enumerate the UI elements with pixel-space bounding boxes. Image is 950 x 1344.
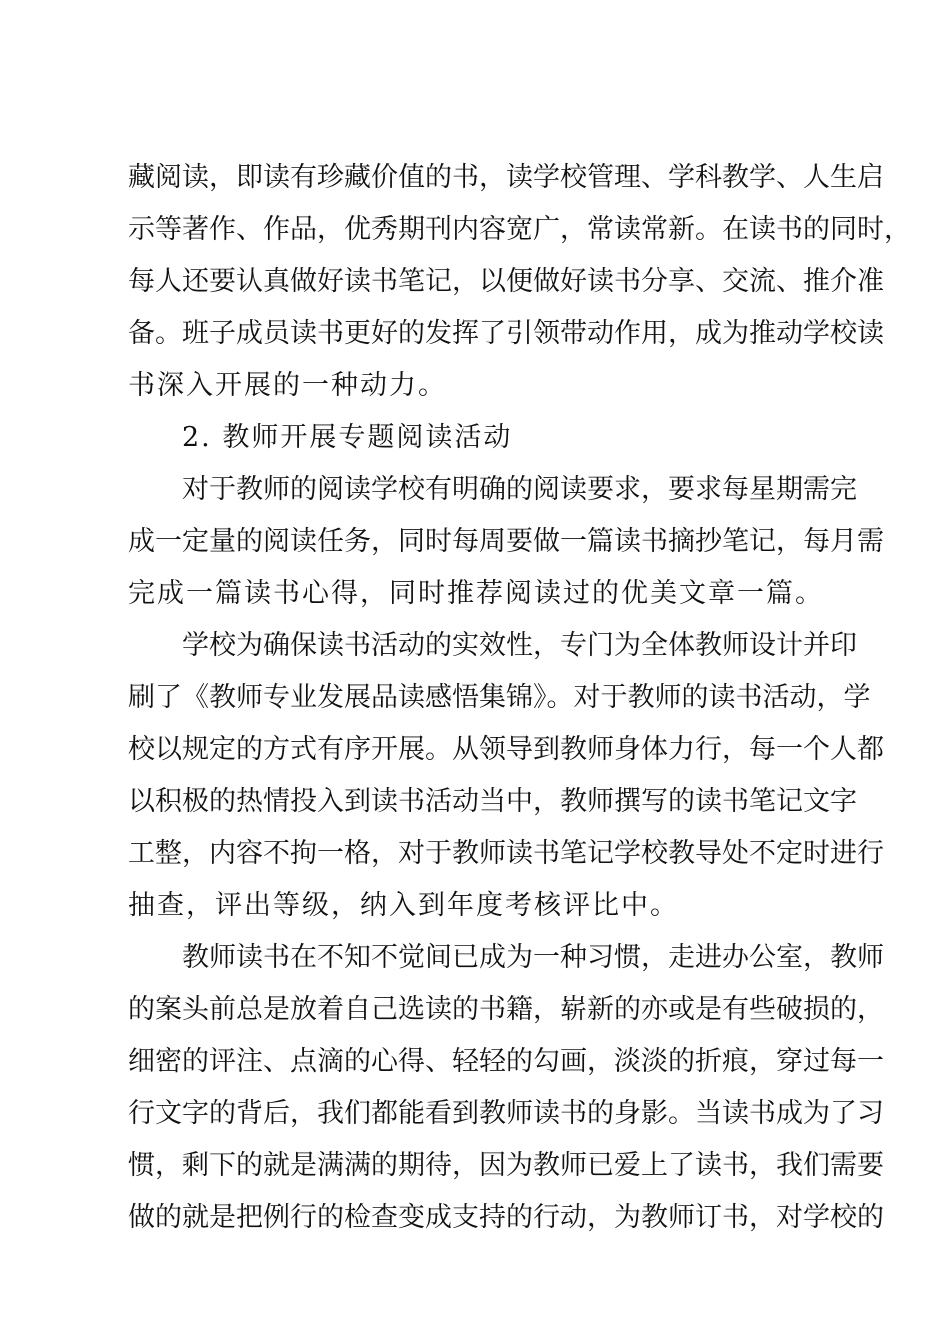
- text-line-9: 完成一篇读书心得，同时推荐阅读过的优美文章一篇。: [128, 578, 824, 609]
- text-line-12: 校以规定的方式有序开展。从领导到教师身体力行，每一个人都: [128, 734, 884, 765]
- text-line-3: 每人还要认真做好读书笔记，以便做好读书分享、交流、推介准: [128, 266, 884, 297]
- text-line-14: 工整，内容不拘一格，对于教师读书笔记学校教导处不定时进行: [128, 838, 884, 869]
- text-line-18: 细密的评注、点滴的心得、轻轻的勾画，淡淡的折痕，穿过每一: [128, 1046, 884, 1077]
- text-line-17: 的案头前总是放着自己选读的书籍，崭新的亦或是有些破损的，: [128, 994, 884, 1025]
- text-line-20: 惯，剩下的就是满满的期待，因为教师已爱上了读书，我们需要: [128, 1150, 884, 1181]
- text-line-5: 书深入开展的一种动力。: [128, 370, 447, 401]
- text-line-1: 藏阅读，即读有珍藏价值的书，读学校管理、学科教学、人生启: [128, 162, 884, 193]
- text-line-13: 以积极的热情投入到读书活动当中，教师撰写的读书笔记文字: [128, 786, 857, 817]
- text-line-4: 备。班子成员读书更好的发挥了引领带动作用，成为推动学校读: [128, 318, 884, 349]
- text-line-11: 刷了《教师专业发展品读感悟集锦》。对于教师的读书活动，学: [128, 682, 871, 713]
- text-line-19: 行文字的背后，我们都能看到教师读书的身影。当读书成为了习: [128, 1098, 884, 1129]
- text-line-2: 示等著作、作品，优秀期刊内容宽广，常读常新。在读书的同时，: [128, 214, 911, 245]
- text-line-10: 学校为确保读书活动的实效性，专门为全体教师设计并印: [182, 630, 857, 661]
- text-line-15: 抽查，评出等级，纳入到年度考核评比中。: [128, 890, 679, 921]
- text-line-16: 教师读书在不知不觉间已成为一种习惯，走进办公室，教师: [182, 942, 884, 973]
- section-heading: 2. 教师开展专题阅读活动: [182, 422, 513, 453]
- text-line-7: 对于教师的阅读学校有明确的阅读要求，要求每星期需完: [182, 474, 857, 505]
- text-line-21: 做的就是把例行的检查变成支持的行动，为教师订书，对学校的: [128, 1202, 884, 1233]
- text-line-8: 成一定量的阅读任务，同时每周要做一篇读书摘抄笔记，每月需: [128, 526, 884, 557]
